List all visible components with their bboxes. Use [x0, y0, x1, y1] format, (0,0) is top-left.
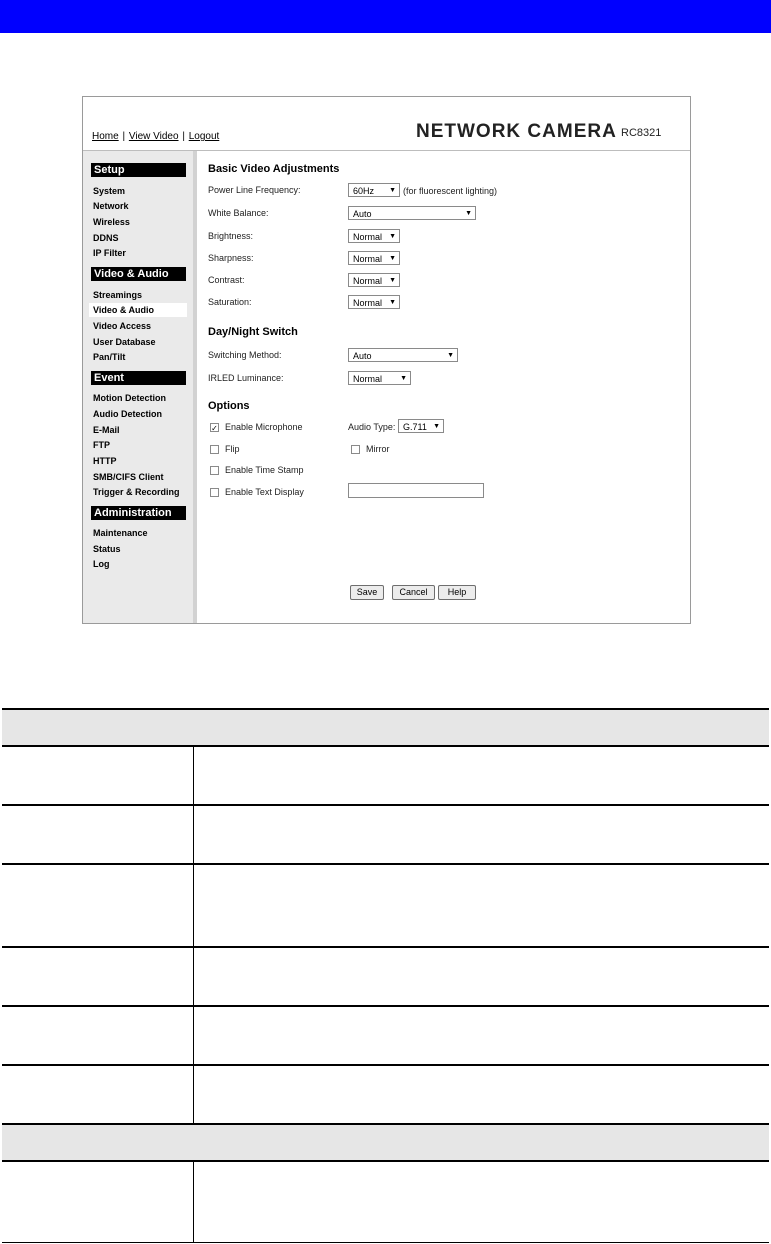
sharpness-value: Normal [353, 254, 383, 264]
power-line-frequency-value: 60Hz [353, 186, 375, 196]
table-cell [194, 805, 770, 864]
saturation-label: Saturation: [208, 297, 252, 307]
sidebar-item-http[interactable]: HTTP [93, 456, 117, 466]
white-balance-value: Auto [353, 209, 372, 219]
flip-checkbox[interactable] [210, 445, 219, 454]
sidebar-item-status[interactable]: Status [93, 544, 121, 554]
irled-luminance-select[interactable] [348, 371, 411, 385]
sidebar-section-setup: Setup [91, 163, 186, 177]
sidebar-item-video-audio[interactable]: Video & Audio [89, 303, 187, 317]
table-cell [194, 947, 770, 1006]
table-group-header [2, 709, 769, 746]
link-separator: | [182, 131, 185, 142]
sidebar-section-administration: Administration [91, 506, 186, 520]
top-nav-links [92, 131, 219, 142]
sidebar-item-ddns[interactable]: DDNS [93, 233, 119, 243]
camera-header [83, 97, 690, 151]
chevron-down-icon: ▼ [465, 210, 472, 217]
table-cell [194, 1161, 770, 1242]
top-title-bar [0, 0, 771, 33]
sidebar-item-video-access[interactable]: Video Access [93, 321, 152, 331]
save-button[interactable]: Save [350, 585, 384, 600]
sidebar-item-trigger-recording[interactable]: Trigger & Recording [93, 487, 180, 497]
saturation-select[interactable] [348, 295, 400, 309]
switching-method-value: Auto [353, 351, 372, 361]
enable-microphone-checkbox[interactable] [210, 423, 219, 432]
view-video-link[interactable]: View Video [128, 131, 179, 142]
sidebar-item-network[interactable]: Network [93, 201, 129, 211]
sidebar-item-audio-detection[interactable]: Audio Detection [93, 409, 162, 419]
link-separator: | [122, 131, 126, 142]
basic-video-adjustments-heading: Basic Video Adjustments [208, 163, 340, 175]
sidebar-section-event: Event [91, 371, 186, 385]
sidebar-item-streamings[interactable]: Streamings [93, 290, 143, 300]
day-night-switch-heading: Day/Night Switch [208, 326, 298, 338]
table-row [2, 1065, 769, 1124]
table-cell [194, 1065, 770, 1124]
brightness-select[interactable] [348, 229, 400, 243]
table-row [2, 1006, 769, 1065]
chevron-down-icon: ▼ [389, 299, 396, 306]
sidebar-item-system[interactable]: System [93, 186, 126, 196]
checkmark-icon: ✓ [211, 424, 218, 433]
sidebar-item-maintenance[interactable]: Maintenance [93, 528, 148, 538]
chevron-down-icon: ▼ [447, 352, 454, 359]
cancel-button[interactable]: Cancel [392, 585, 435, 600]
mirror-label: Mirror [366, 444, 390, 454]
mirror-checkbox[interactable] [351, 445, 360, 454]
table-row [2, 746, 769, 805]
logout-link[interactable]: Logout [188, 131, 220, 142]
enable-time-stamp-label: Enable Time Stamp [225, 465, 304, 475]
camera-config-window [82, 96, 691, 624]
white-balance-select[interactable] [348, 206, 476, 220]
settings-panel [198, 151, 690, 623]
sidebar-item-user-database[interactable]: User Database [93, 337, 156, 347]
brand-title: NETWORK CAMERA [416, 121, 617, 142]
help-button[interactable]: Help [438, 585, 476, 600]
switching-method-label: Switching Method: [208, 350, 282, 360]
table-cell [2, 1161, 194, 1242]
audio-type-value: G.711 [403, 422, 427, 432]
table-cell [2, 1006, 194, 1065]
chevron-down-icon: ▼ [389, 277, 396, 284]
table-cell [2, 864, 194, 947]
brightness-label: Brightness: [208, 231, 254, 241]
document-table [2, 708, 769, 1243]
sidebar [83, 151, 197, 623]
home-link[interactable]: Home [92, 131, 119, 142]
enable-text-display-label: Enable Text Display [225, 487, 304, 497]
text-display-input[interactable] [348, 483, 484, 498]
enable-time-stamp-checkbox[interactable] [210, 466, 219, 475]
sidebar-item-ip-filter[interactable]: IP Filter [93, 248, 126, 258]
contrast-select[interactable] [348, 273, 400, 287]
table-row [2, 805, 769, 864]
audio-type-select[interactable] [398, 419, 444, 433]
chevron-down-icon: ▼ [389, 233, 396, 240]
brightness-value: Normal [353, 232, 383, 242]
table-row [2, 1161, 769, 1242]
sidebar-item-pan-tilt[interactable]: Pan/Tilt [93, 352, 126, 362]
sidebar-item-email[interactable]: E-Mail [93, 425, 120, 435]
table-cell [2, 805, 194, 864]
sidebar-item-wireless[interactable]: Wireless [93, 217, 130, 227]
sidebar-item-smb-cifs-client[interactable]: SMB/CIFS Client [93, 472, 164, 482]
table-row [2, 864, 769, 947]
switching-method-select[interactable] [348, 348, 458, 362]
white-balance-label: White Balance: [208, 208, 269, 218]
table-cell [2, 947, 194, 1006]
power-line-frequency-label: Power Line Frequency: [208, 185, 301, 195]
power-line-frequency-select[interactable] [348, 183, 400, 197]
table-cell [194, 1006, 770, 1065]
table-cell [2, 746, 194, 805]
table-cell [2, 709, 769, 746]
options-heading: Options [208, 400, 250, 412]
power-line-note: (for fluorescent lighting) [403, 186, 498, 196]
chevron-down-icon: ▼ [389, 187, 396, 194]
chevron-down-icon: ▼ [389, 255, 396, 262]
saturation-value: Normal [353, 298, 383, 308]
chevron-down-icon: ▼ [400, 375, 407, 382]
sidebar-item-log[interactable]: Log [93, 559, 110, 569]
irled-luminance-label: IRLED Luminance: [208, 373, 284, 383]
table-cell [194, 746, 770, 805]
table-cell [2, 1065, 194, 1124]
contrast-label: Contrast: [208, 275, 245, 285]
sidebar-item-motion-detection[interactable]: Motion Detection [93, 393, 166, 403]
table-cell [2, 1124, 769, 1161]
chevron-down-icon: ▼ [433, 423, 440, 430]
sidebar-section-video-audio: Video & Audio [91, 267, 186, 281]
table-group-header [2, 1124, 769, 1161]
sharpness-select[interactable] [348, 251, 400, 265]
sharpness-label: Sharpness: [208, 253, 254, 263]
sidebar-item-ftp[interactable]: FTP [93, 440, 110, 450]
enable-microphone-label: Enable Microphone [225, 422, 303, 432]
flip-label: Flip [225, 444, 240, 454]
table-row [2, 947, 769, 1006]
model-number: RC8321 [621, 127, 662, 139]
contrast-value: Normal [353, 276, 383, 286]
enable-text-display-checkbox[interactable] [210, 488, 219, 497]
irled-luminance-value: Normal [353, 374, 383, 384]
audio-type-label: Audio Type: [348, 422, 396, 432]
table-cell [194, 864, 770, 947]
